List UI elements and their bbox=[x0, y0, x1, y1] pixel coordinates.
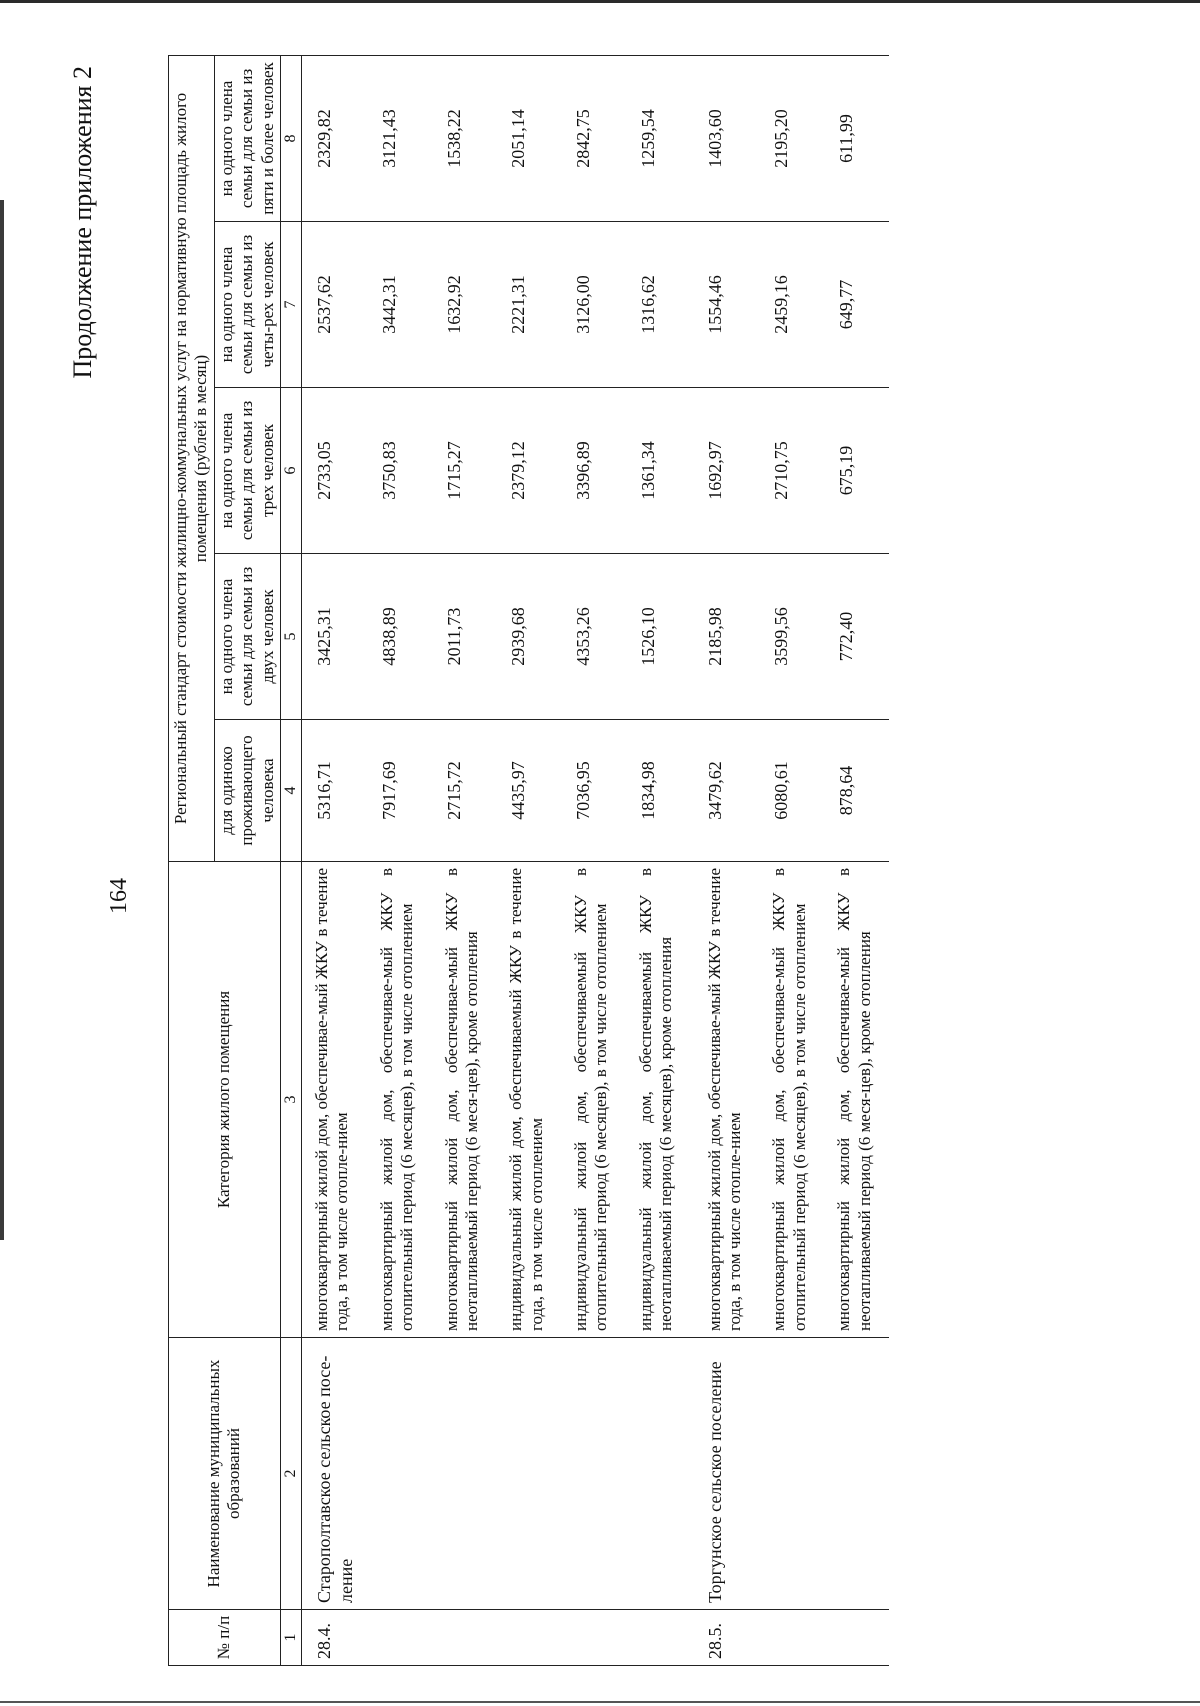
header-category: Категория жилого помещения bbox=[169, 862, 281, 1338]
value-cell: 1632,92 bbox=[432, 222, 497, 388]
value-cell: 1538,22 bbox=[432, 55, 497, 221]
table-row bbox=[691, 55, 760, 1665]
value-cell: 1259,54 bbox=[626, 55, 691, 221]
value-cell: 2221,31 bbox=[496, 222, 561, 388]
standard-cost-table bbox=[168, 55, 889, 1666]
municipality-name: Торгунское сельское поселение bbox=[691, 1338, 889, 1610]
value-cell: 3425,31 bbox=[301, 554, 366, 720]
column-number: 8 bbox=[280, 55, 301, 221]
row-number: 28.5. bbox=[691, 1610, 889, 1666]
value-cell: 2329,82 bbox=[301, 55, 366, 221]
column-number: 3 bbox=[280, 862, 301, 1338]
value-cell: 3126,00 bbox=[561, 222, 626, 388]
table-row bbox=[301, 55, 366, 1665]
housing-category: индивидуальный жилой дом, обеспечиваемый ЖКУ в течение года, в том числе отоплением bbox=[496, 862, 561, 1338]
value-cell: 4353,26 bbox=[561, 554, 626, 720]
value-cell: 1403,60 bbox=[691, 55, 760, 221]
value-cell: 3750,83 bbox=[367, 388, 432, 554]
value-cell: 878,64 bbox=[824, 720, 889, 862]
housing-category: индивидуальный жилой дом, обеспечиваемый ЖКУ в неотапливаемый период (6 месяцев), кроме отопления bbox=[626, 862, 691, 1338]
value-cell: 2733,05 bbox=[301, 388, 366, 554]
value-cell: 4435,97 bbox=[496, 720, 561, 862]
value-cell: 2459,16 bbox=[759, 222, 824, 388]
municipality-name: Старополтавское сельское посе-ление bbox=[301, 1338, 690, 1610]
header-municipality: Наименование муниципальных образований bbox=[169, 1338, 281, 1610]
value-cell: 6080,61 bbox=[759, 720, 824, 862]
value-cell: 2195,20 bbox=[759, 55, 824, 221]
housing-category: многоквартирный жилой дом, обеспечивае-мый ЖКУ в неотапливаемый период (6 меся-цев), кроме отопления bbox=[824, 862, 889, 1338]
column-number: 6 bbox=[280, 388, 301, 554]
housing-category: многоквартирный жилой дом, обеспечивае-мый ЖКУ в течение года, в том числе отопле-нием bbox=[691, 862, 760, 1338]
value-cell: 1692,97 bbox=[691, 388, 760, 554]
value-cell: 3599,56 bbox=[759, 554, 824, 720]
header-group-title: Региональный стандарт стоимости жилищно-коммунальных услуг на нормативную площадь жилого помещения (рублей в месяц) bbox=[169, 55, 215, 861]
column-number: 4 bbox=[280, 720, 301, 862]
value-cell: 772,40 bbox=[824, 554, 889, 720]
column-number: 2 bbox=[280, 1338, 301, 1610]
header-family-of-two: на одного члена семьи для семьи из двух человек bbox=[214, 554, 280, 720]
housing-category: индивидуальный жилой дом, обеспечиваемый ЖКУ в отопительный период (6 месяцев), в том числе отоплением bbox=[561, 862, 626, 1338]
value-cell: 3479,62 bbox=[691, 720, 760, 862]
value-cell: 2379,12 bbox=[496, 388, 561, 554]
header-family-of-four: на одного члена семьи для семьи из четы-рех человек bbox=[214, 222, 280, 388]
value-cell: 5316,71 bbox=[301, 720, 366, 862]
housing-category: многоквартирный жилой дом, обеспечивае-мый ЖКУ в течение года, в том числе отопле-нием bbox=[301, 862, 366, 1338]
housing-category: многоквартирный жилой дом, обеспечивае-мый ЖКУ в отопительный период (6 месяцев), в том числе отоплением bbox=[759, 862, 824, 1338]
value-cell: 2710,75 bbox=[759, 388, 824, 554]
housing-category: многоквартирный жилой дом, обеспечивае-мый ЖКУ в неотапливаемый период (6 меся-цев), кроме отопления bbox=[432, 862, 497, 1338]
value-cell: 7917,69 bbox=[367, 720, 432, 862]
value-cell: 3121,43 bbox=[367, 55, 432, 221]
column-number: 5 bbox=[280, 554, 301, 720]
header-single-person: для одиноко проживающего человека bbox=[214, 720, 280, 862]
value-cell: 2051,14 bbox=[496, 55, 561, 221]
continuation-caption: Продолжение приложения 2 bbox=[68, 66, 97, 379]
value-cell: 2537,62 bbox=[301, 222, 366, 388]
row-number: 28.4. bbox=[301, 1610, 690, 1666]
value-cell: 7036,95 bbox=[561, 720, 626, 862]
value-cell: 611,99 bbox=[824, 55, 889, 221]
value-cell: 1834,98 bbox=[626, 720, 691, 862]
value-cell: 2939,68 bbox=[496, 554, 561, 720]
value-cell: 1316,62 bbox=[626, 222, 691, 388]
value-cell: 4838,89 bbox=[367, 554, 432, 720]
header-family-of-three: на одного члена семьи для семьи из трех человек bbox=[214, 388, 280, 554]
value-cell: 2185,98 bbox=[691, 554, 760, 720]
header-family-of-five-plus: на одного члена семьи для семьи из пяти и более человек bbox=[214, 55, 280, 221]
value-cell: 2011,73 bbox=[432, 554, 497, 720]
value-cell: 3396,89 bbox=[561, 388, 626, 554]
value-cell: 649,77 bbox=[824, 222, 889, 388]
value-cell: 2842,75 bbox=[561, 55, 626, 221]
housing-category: многоквартирный жилой дом, обеспечивае-мый ЖКУ в отопительный период (6 месяцев), в том числе отоплением bbox=[367, 862, 432, 1338]
value-cell: 2715,72 bbox=[432, 720, 497, 862]
value-cell: 3442,31 bbox=[367, 222, 432, 388]
column-number: 1 bbox=[280, 1610, 301, 1666]
value-cell: 1361,34 bbox=[626, 388, 691, 554]
value-cell: 1554,46 bbox=[691, 222, 760, 388]
page-number: 164 bbox=[106, 878, 132, 914]
header-no: № п/п bbox=[169, 1610, 281, 1666]
value-cell: 1526,10 bbox=[626, 554, 691, 720]
value-cell: 1715,27 bbox=[432, 388, 497, 554]
column-number: 7 bbox=[280, 222, 301, 388]
value-cell: 675,19 bbox=[824, 388, 889, 554]
